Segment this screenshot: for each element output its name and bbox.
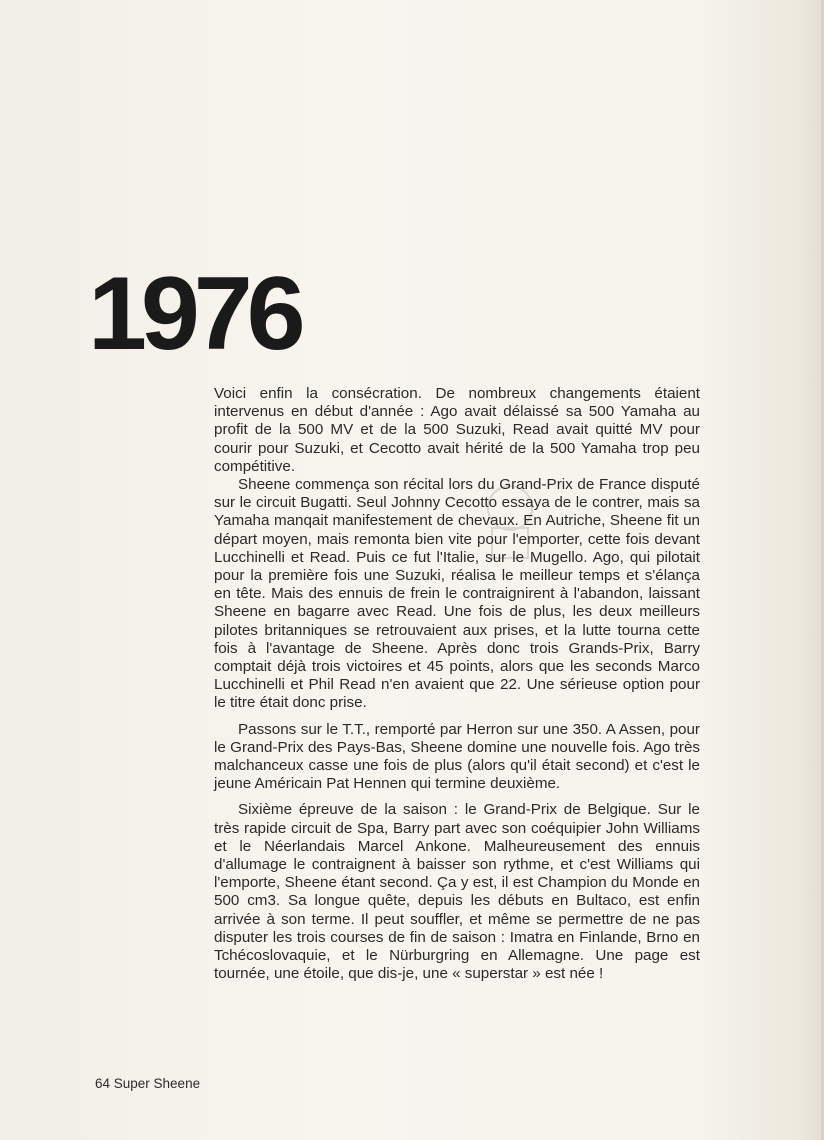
page-footer: 64 Super Sheene: [95, 1076, 201, 1091]
paragraph-intro: Voici enfin la consécration. De nombreux changements étaient intervenus en début d'année : Ago avait délaissé sa 500 Yamaha au profit de la 500 MV et de la 500 Suzuki, Read avait quitté MV pour courir pour Suzuki, et Cecotto avait hérité de la 500 Yamaha trop peu compétitive.: [214, 385, 700, 475]
paragraph-season-start: Sheene commença son récital lors du Grand-Prix de France disputé sur le circuit Bugatti. Seul Johnny Cecotto essaya de le contrer, mais sa Yamaha manqait manifestement de chevaux. En Autriche, Sheene fit un départ moyen, mais remonta bien vite pour l'emporter, cette fois devant Lucchinelli et Read. Puis ce fut l'Italie, sur le Mugello. Ago, qui pilotait pour la première fois une Suzuki, réalisa le meilleur temps et s'élança en tête. Mais des ennuis de frein le contraignirent à l'abandon, laissant Sheene en bagarre avec Read. Une fois de plus, les deux meilleurs pilotes britanniques se retrouvaient aux prises, et la lutte tourna cette fois à l'avantage de Sheene. Après donc trois Grands-Prix, Barry comptait déjà trois victoires et 45 points, alors que les seconds Marco Lucchinelli et Phil Read n'en avaient que 22. Une sérieuse option pour le titre était donc prise.: [214, 476, 700, 712]
article-body: [214, 385, 700, 984]
paragraph-belgium-title: Sixième épreuve de la saison : le Grand-Prix de Belgique. Sur le très rapide circuit de Spa, Barry part avec son coéquipier John Williams et le Néerlandais Marcel Ankone. Malheureusement des ennuis d'allumage le contraignent à baisser son rythme, et c'est Williams qui l'emporte, Sheene étant second. Ça y est, il est Champion du Monde en 500 cm3. Sa longue quête, depuis les débuts en Bultaco, est enfin arrivée à son terme. Il peut souffler, et même se permettre de ne pas disputer les trois courses de fin de saison : Imatra en Finlande, Brno en Tchécoslovaquie, et le Nürburgring en Allemagne. Une page est tournée, une étoile, que dis-je, une « superstar » est née !: [214, 801, 700, 983]
paragraph-tt-assen: Passons sur le T.T., remporté par Herron sur une 350. A Assen, pour le Grand-Prix des Pays-Bas, Sheene domine une nouvelle fois. Ago très malchanceux casse une fois de plus (alors qu'il était second) et c'est le jeune Américain Pat Hennen qui termine deuxième.: [214, 720, 700, 793]
year-heading: 1976: [88, 256, 300, 372]
